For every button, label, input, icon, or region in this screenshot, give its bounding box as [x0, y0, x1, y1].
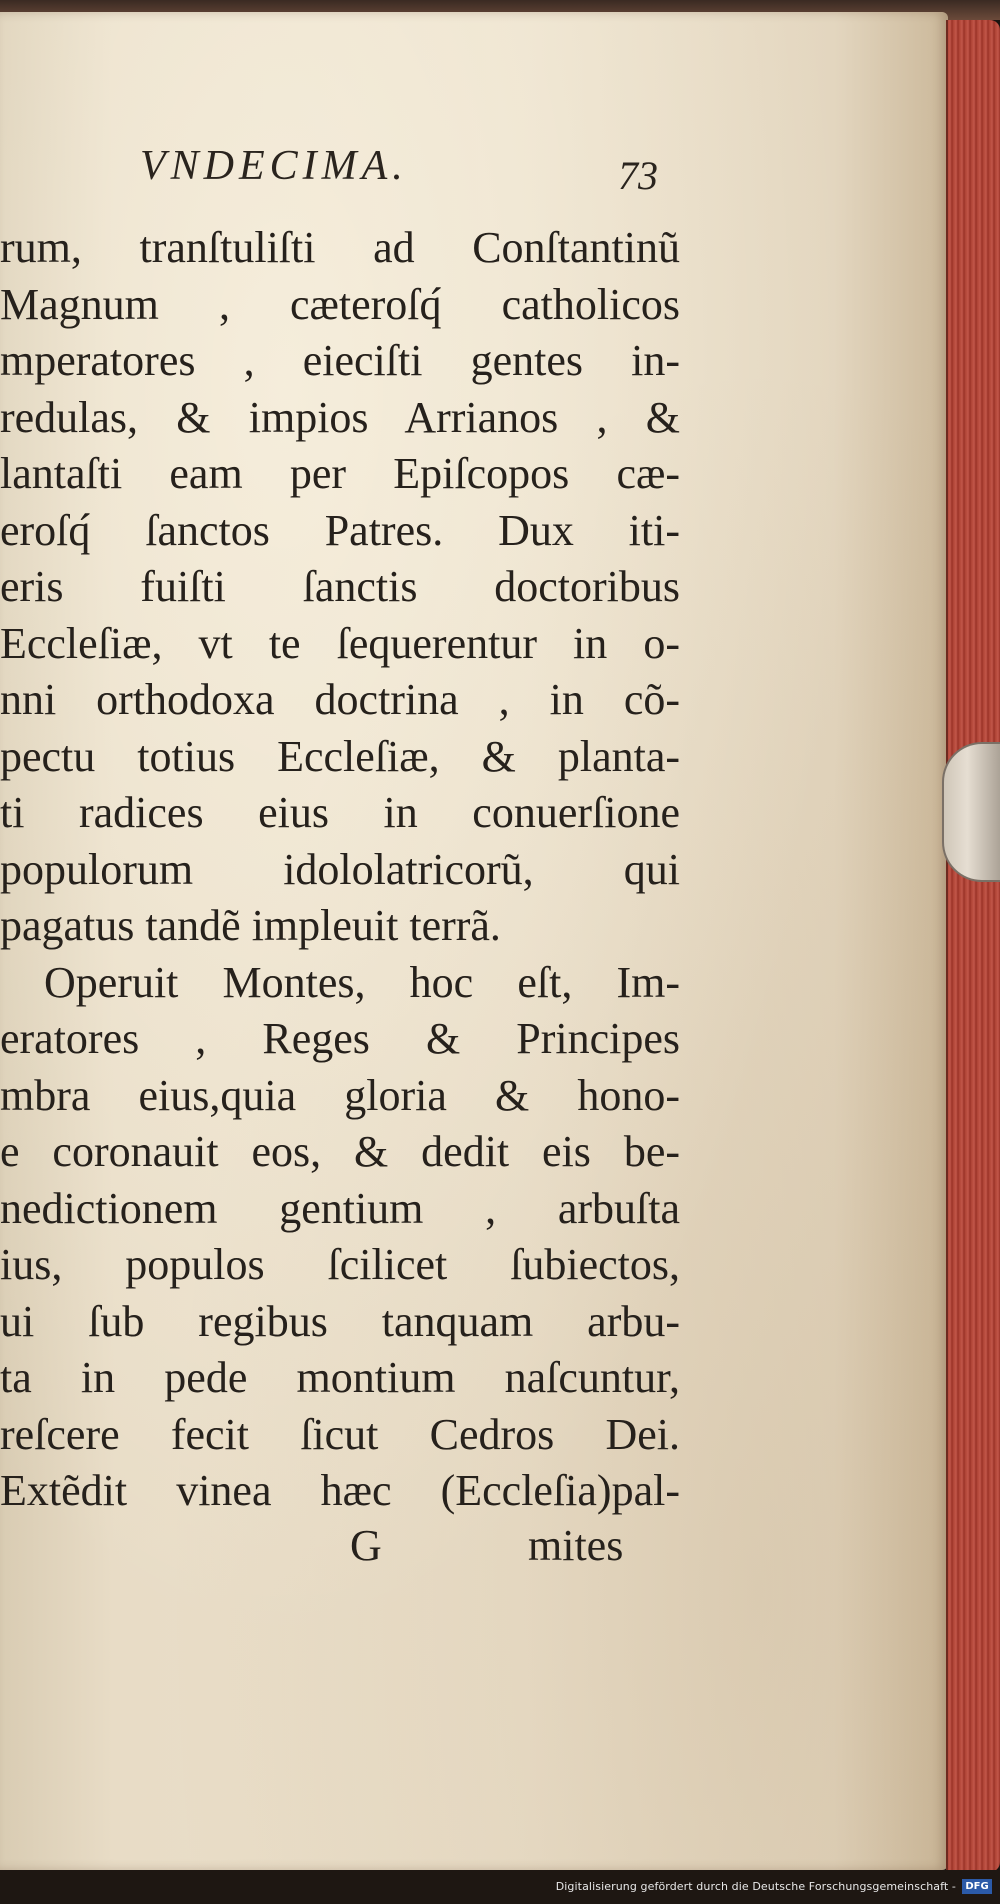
text-line: redulas, & impios Arrianos , & [0, 392, 680, 442]
text-line: Magnum , cæteroſq́ catholicos [0, 279, 680, 329]
text-line: reſcere fecit ſicut Cedros Dei. [0, 1409, 680, 1459]
page-header [0, 142, 690, 220]
text-line: lantaſti eam per Epiſcopos cæ- [0, 449, 680, 498]
signature-mark: G [350, 1520, 382, 1570]
text-line: ti radices eius in conuerſione [0, 788, 680, 837]
text-line: mbra eius,quia gloria & hono- [0, 1070, 680, 1120]
page-sheet [0, 12, 948, 1870]
text-line: Eccleſiæ, vt te ſequerentur in o- [0, 618, 680, 668]
text-line: ius, populos ſcilicet ſubiectos, [0, 1240, 680, 1289]
text-line: ta in pede montium naſcuntur, [0, 1353, 680, 1402]
text-line: ui ſub regibus tanquam arbu- [0, 1296, 680, 1346]
catchword: mites [528, 1520, 624, 1570]
text-line: pectu totius Eccleſiæ, & planta- [0, 731, 680, 781]
text-line: eris fuiſti ſanctis doctoribus [0, 562, 680, 611]
page-text [0, 142, 690, 1580]
text-line: Extẽdit vinea hæc (Eccleſia)pal- [0, 1466, 680, 1515]
text-line: nedictionem gentium , arbuſta [0, 1183, 680, 1233]
text-line: eroſq́ ſanctos Patres. Dux iti- [0, 505, 680, 555]
text-line: pagatus tandẽ impleuit terrã. [0, 901, 501, 950]
text-line: populorum idololatricorũ, qui [0, 844, 680, 894]
digitization-credit: Digitalisierung gefördert durch die Deutsche Forschungsgemeinschaft - [555, 1880, 956, 1893]
text-line: mperatores , eieciſti gentes in- [0, 336, 680, 385]
text-line: nni orthodoxa doctrina , in cõ- [0, 675, 680, 724]
text-line: e coronauit eos, & dedit eis be- [0, 1127, 680, 1176]
running-head: VNDECIMA. [140, 143, 408, 189]
red-page-edges [946, 20, 1000, 1872]
folio-number: 73 [618, 153, 658, 198]
text-line: eratores , Reges & Principes [0, 1014, 680, 1063]
dfg-logo: DFG [962, 1879, 992, 1894]
text-line: rum, tranſtuliſti ad Conſtantinũ [0, 223, 680, 272]
page-foot [0, 1520, 690, 1580]
text-line: Operuit Montes, hoc eſt, Im- [44, 957, 680, 1007]
book-clasp [942, 742, 1000, 882]
